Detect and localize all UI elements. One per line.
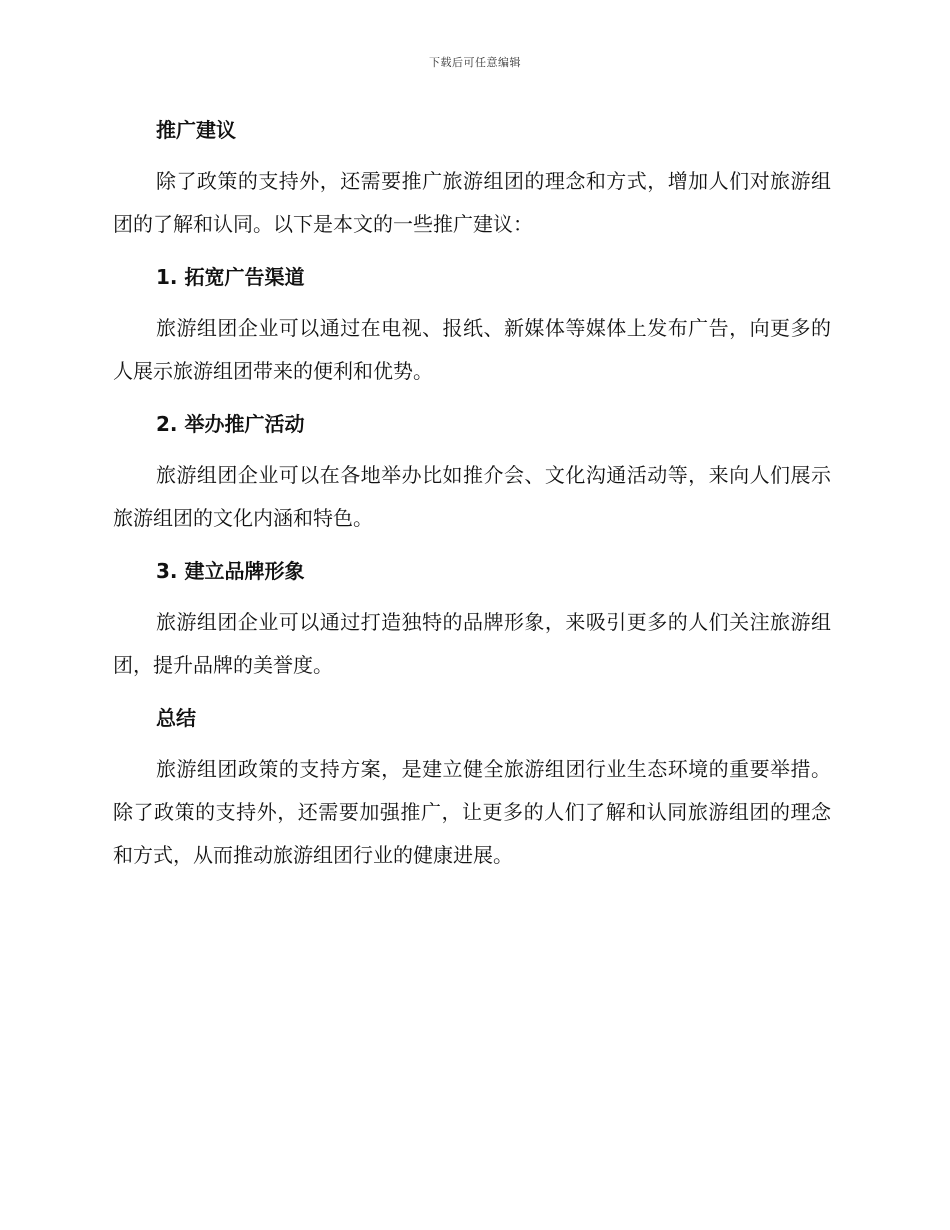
section-heading-events: 2. 举办推广活动	[156, 412, 305, 436]
section-paragraph-promotion: 除了政策的支持外，还需要推广旅游组团的理念和方式，增加人们对旅游组团的了解和认同。以下是本文的一些推广建议：	[113, 169, 831, 236]
page-header: 下载后可任意编辑	[429, 56, 521, 69]
section-paragraph-summary: 旅游组团政策的支持方案，是建立健全旅游组团行业生态环境的重要举措。除了政策的支持外，还需要加强推广，让更多的人们了解和认同旅游组团的理念和方式，从而推动旅游组团行业的健康进展。	[113, 757, 831, 867]
section-heading-ad-channels: 1. 拓宽广告渠道	[156, 265, 305, 289]
section-heading-brand: 3. 建立品牌形象	[156, 559, 305, 583]
section-paragraph-brand: 旅游组团企业可以通过打造独特的品牌形象，来吸引更多的人们关注旅游组团，提升品牌的美誉度。	[113, 610, 831, 677]
section-heading-summary: 总结	[156, 706, 196, 730]
section-paragraph-ad-channels: 旅游组团企业可以通过在电视、报纸、新媒体等媒体上发布广告，向更多的人展示旅游组团带来的便利和优势。	[113, 316, 831, 383]
section-paragraph-events: 旅游组团企业可以在各地举办比如推介会、文化沟通活动等，来向人们展示旅游组团的文化内涵和特色。	[113, 463, 831, 530]
section-heading-promotion: 推广建议	[156, 118, 236, 142]
document-body	[113, 112, 831, 877]
